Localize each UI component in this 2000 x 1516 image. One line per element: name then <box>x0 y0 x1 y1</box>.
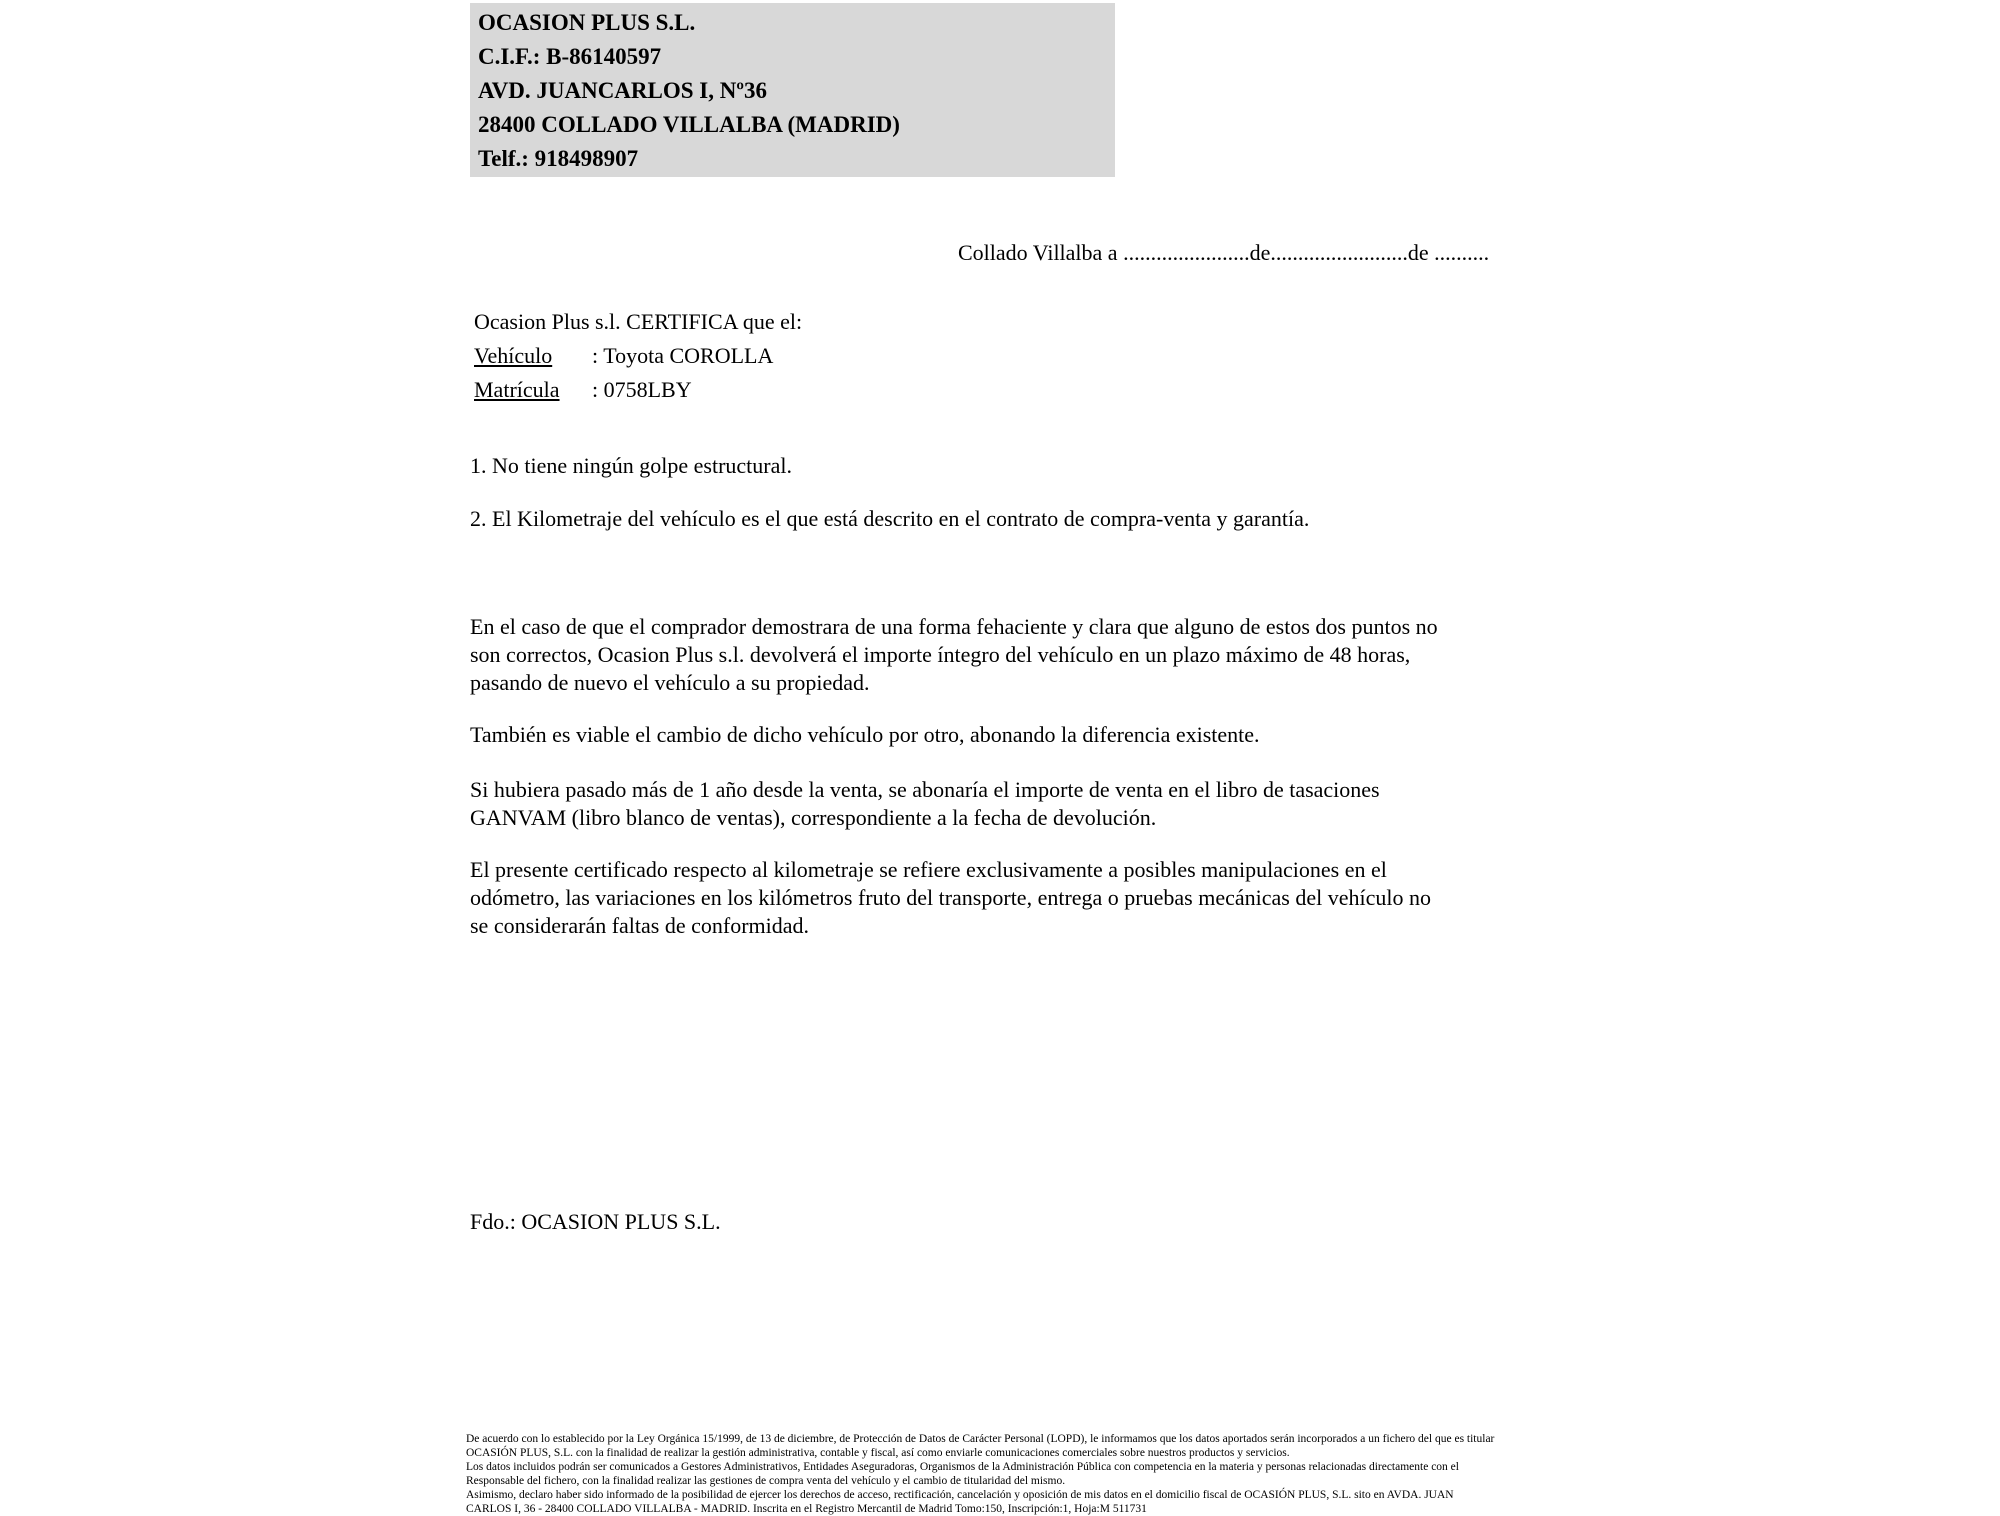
certification-intro: Ocasion Plus s.l. CERTIFICA que el: <box>474 309 803 334</box>
point-1 <box>470 452 792 480</box>
paragraph-line: En el caso de que el comprador demostrara de una forma fehaciente y clara que alguno de estos dos puntos no <box>470 614 1438 639</box>
legal-line: De acuerdo con lo establecido por la Ley Orgánica 15/1999, de 13 de diciembre, de Protección de Datos de Carácter Personal (LOPD), le informamos que los datos aportados serán incorporados a un fichero del que es titular <box>466 1433 1495 1445</box>
plate-field-row <box>474 373 802 407</box>
plate-label: Matrícula <box>474 377 560 402</box>
paragraph-line: El presente certificado respecto al kilometraje se refiere exclusivamente a posibles manipulaciones en el <box>470 857 1387 882</box>
company-address: AVD. JUANCARLOS I, Nº36 <box>478 78 767 103</box>
date-fill-in-line: Collado Villalba a .......................de.........................de .......... <box>958 240 1490 265</box>
paragraph-line: odómetro, las variaciones en los kilómetros fruto del transporte, entrega o pruebas mecánicas del vehículo no <box>470 885 1431 910</box>
company-header-box <box>470 3 1115 177</box>
point-2-text: 2. El Kilometraje del vehículo es el que está descrito en el contrato de compra-venta y garantía. <box>470 506 1310 531</box>
company-city: 28400 COLLADO VILLALBA (MADRID) <box>478 112 900 137</box>
legal-line: CARLOS I, 36 - 28400 COLLADO VILLALBA - MADRID. Inscrita en el Registro Mercantil de Madrid Tomo:150, Inscripción:1, Hoja:M 511731 <box>466 1503 1147 1515</box>
legal-line: Asimismo, declaro haber sido informado de la posibilidad de ejercer los derechos de acceso, rectificación, cancelación y oposición de mis datos en el domicilio fiscal de OCASIÓN PLUS, S.L. sito en AVDA. JUAN <box>466 1489 1454 1501</box>
vehicle-label: Vehículo <box>474 343 553 368</box>
certification-block <box>474 305 802 407</box>
paragraph-line: son correctos, Ocasion Plus s.l. devolverá el importe íntegro del vehículo en un plazo máximo de 48 horas, <box>470 642 1411 667</box>
paragraph-exchange <box>470 721 1260 749</box>
legal-notice <box>466 1432 1494 1516</box>
plate-value: : 0758LBY <box>592 377 692 402</box>
paragraph-line: se considerarán faltas de conformidad. <box>470 913 810 938</box>
vehicle-value: : Toyota COROLLA <box>592 343 774 368</box>
signature-line: Fdo.: OCASION PLUS S.L. <box>470 1209 721 1234</box>
company-phone: Telf.: 918498907 <box>478 146 639 171</box>
paragraph-odometer <box>470 856 1431 940</box>
paragraph-line: También es viable el cambio de dicho vehículo por otro, abonando la diferencia existente. <box>470 722 1260 747</box>
point-2 <box>470 505 1309 533</box>
company-name: OCASION PLUS S.L. <box>478 10 696 35</box>
vehicle-field-row <box>474 339 802 373</box>
company-cif: C.I.F.: B-86140597 <box>478 44 662 69</box>
paragraph-refund <box>470 613 1438 697</box>
plate-label-cell <box>474 373 592 407</box>
legal-line: Responsable del fichero, con la finalidad realizar las gestiones de compra venta del vehículo y el cambio de titularidad del mismo. <box>466 1475 1066 1487</box>
legal-line: OCASIÓN PLUS, S.L. con la finalidad de realizar la gestión administrativa, contable y fiscal, así como enviarle comunicaciones comerciales sobre nuestros productos y servicios. <box>466 1447 1290 1459</box>
paragraph-line: GANVAM (libro blanco de ventas), correspondiente a la fecha de devolución. <box>470 805 1157 830</box>
paragraph-ganvam <box>470 776 1380 832</box>
vehicle-label-cell <box>474 339 592 373</box>
point-1-text: 1. No tiene ningún golpe estructural. <box>470 453 792 478</box>
paragraph-line: Si hubiera pasado más de 1 año desde la venta, se abonaría el importe de venta en el libro de tasaciones <box>470 777 1380 802</box>
legal-line: Los datos incluidos podrán ser comunicados a Gestores Administrativos, Entidades Aseguradoras, Organismos de la Administración Pública con competencia en la materia y personas relacionadas directamente con el <box>466 1461 1459 1473</box>
paragraph-line: pasando de nuevo el vehículo a su propiedad. <box>470 670 870 695</box>
